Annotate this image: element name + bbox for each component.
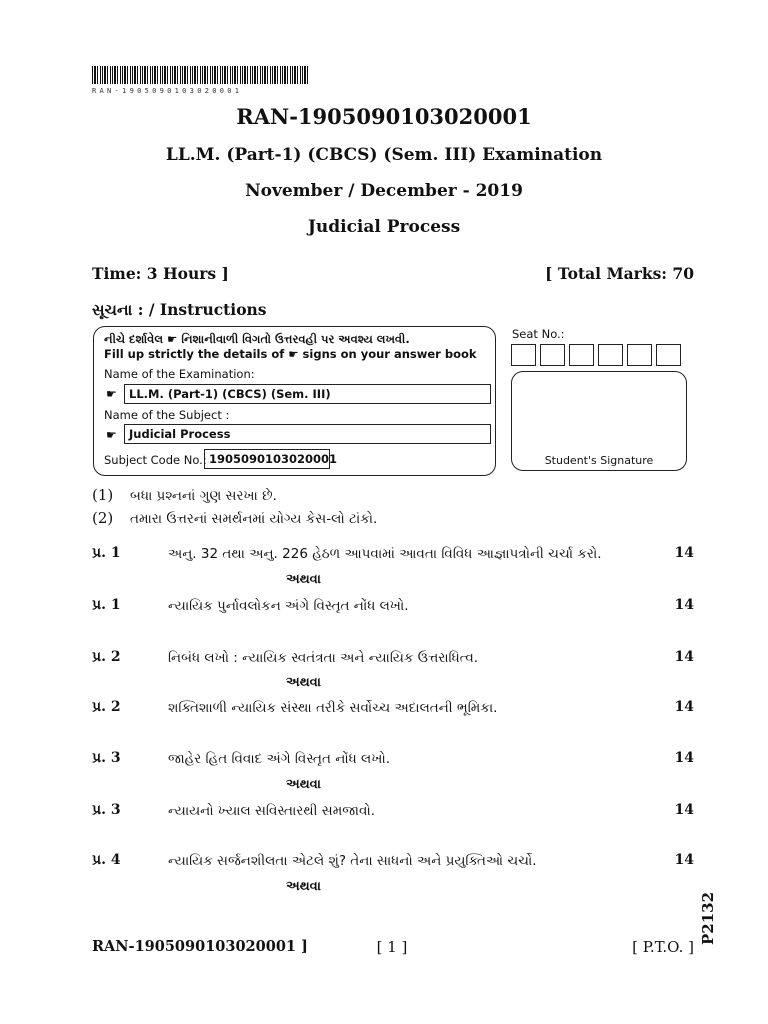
question-number: પ્ર. 2 xyxy=(92,699,121,715)
seat-number-box xyxy=(656,344,681,366)
subject-name-label: Name of the Subject : xyxy=(104,408,230,422)
instructions-heading: સૂચના : / Instructions xyxy=(92,300,267,319)
question-number: પ્ર. 3 xyxy=(92,750,121,766)
question-number: પ્ર. 1 xyxy=(92,545,121,561)
time-duration: Time: 3 Hours ] xyxy=(92,264,229,283)
barcode xyxy=(92,66,310,84)
instruction-text: બધા પ્રશ્નનાં ગુણ સરખા છે. xyxy=(130,488,277,504)
barcode-number: RAN-1905090103020001 xyxy=(92,87,243,95)
exam-name-label: Name of the Examination: xyxy=(104,367,255,381)
question-marks: 14 xyxy=(674,597,694,613)
question-marks: 14 xyxy=(674,750,694,766)
or-separator: અથવા xyxy=(286,777,321,792)
question-text: અનુ. 32 તથા અનુ. 226 હેઠળ આપવામાં આવતા વિવિધ આજ્ઞાપત્રોની ચર્ચા કરો. xyxy=(168,546,602,562)
question-number: પ્ર. 2 xyxy=(92,649,121,665)
question-text: ન્યાયિક પુર્નાવલોકન અંગે વિસ્તૃત નોંધ લખો. xyxy=(168,598,409,614)
student-signature-box xyxy=(511,371,687,471)
or-separator: અથવા xyxy=(286,572,321,587)
subject-code-label: Subject Code No.: xyxy=(104,453,207,467)
footer-paper-code: RAN-1905090103020001 ] xyxy=(92,938,308,955)
subject-title: Judicial Process xyxy=(307,217,461,237)
subject-name-field: Judicial Process xyxy=(124,424,491,444)
question-text: નિબંધ લખો : ન્યાયિક સ્વતંત્રતા અને ન્યાયિક ઉત્તરાધિત્વ. xyxy=(168,650,479,666)
or-separator: અથવા xyxy=(286,879,321,894)
paper-code: RAN-1905090103020001 xyxy=(236,104,532,129)
eng-instruction-line: Fill up strictly the details of ☛ signs on your answer book xyxy=(104,347,477,361)
question-number: પ્ર. 4 xyxy=(92,852,121,868)
page-number: [ 1 ] xyxy=(376,938,408,956)
seat-number-box xyxy=(540,344,565,366)
subject-code-field: 1905090103020001 xyxy=(204,449,330,469)
side-paper-code: P2132 xyxy=(699,891,717,945)
question-number: પ્ર. 3 xyxy=(92,802,121,818)
please-turn-over: [ P.T.O. ] xyxy=(632,938,694,956)
seat-number-box xyxy=(627,344,652,366)
question-marks: 14 xyxy=(674,545,694,561)
question-text: ન્યાયિક સર્જનશીલતા એટલે શું? તેના સાધનો અને પ્રયુક્તિઓ ચર્ચો. xyxy=(168,853,537,869)
total-marks: [ Total Marks: 70 xyxy=(545,264,694,283)
question-text: શક્તિશાળી ન્યાયિક સંસ્થા તરીકે સર્વોચ્ચ અદાલતની ભૂમિકા. xyxy=(168,700,498,716)
exam-title: LL.M. (Part-1) (CBCS) (Sem. III) Examination xyxy=(165,145,603,165)
seat-number-box xyxy=(598,344,623,366)
guj-instruction-line: નીચે દર્શાવેલ ☛ નિશાનીવાળી વિગતો ઉત્તરવહી પર અવશ્ય લખવી. xyxy=(104,332,410,346)
instruction-text: તમારા ઉત્તરનાં સમર્થનમાં યોગ્ય કેસ-લો ટાંકો. xyxy=(130,511,378,527)
instruction-number: (1) xyxy=(92,486,114,504)
question-number: પ્ર. 1 xyxy=(92,597,121,613)
instruction-number: (2) xyxy=(92,509,114,527)
question-marks: 14 xyxy=(674,699,694,715)
pointing-hand-icon: ☛ xyxy=(106,428,117,442)
student-signature-label: Student's Signature xyxy=(544,454,654,467)
seat-number-box xyxy=(511,344,536,366)
question-marks: 14 xyxy=(674,649,694,665)
seat-number-label: Seat No.: xyxy=(512,327,565,341)
answer-book-details-box xyxy=(93,326,496,476)
or-separator: અથવા xyxy=(286,675,321,690)
question-text: ન્યાયનો ખ્યાલ સવિસ્તારથી સમજાવો. xyxy=(168,803,376,819)
exam-session: November / December - 2019 xyxy=(245,181,523,201)
question-text: જાહેર હિત વિવાદ અંગે વિસ્તૃત નોંધ લખો. xyxy=(168,751,390,767)
question-marks: 14 xyxy=(674,802,694,818)
pointing-hand-icon: ☛ xyxy=(106,387,117,401)
question-marks: 14 xyxy=(674,852,694,868)
seat-number-box xyxy=(569,344,594,366)
exam-name-field: LL.M. (Part-1) (CBCS) (Sem. III) xyxy=(124,384,491,404)
